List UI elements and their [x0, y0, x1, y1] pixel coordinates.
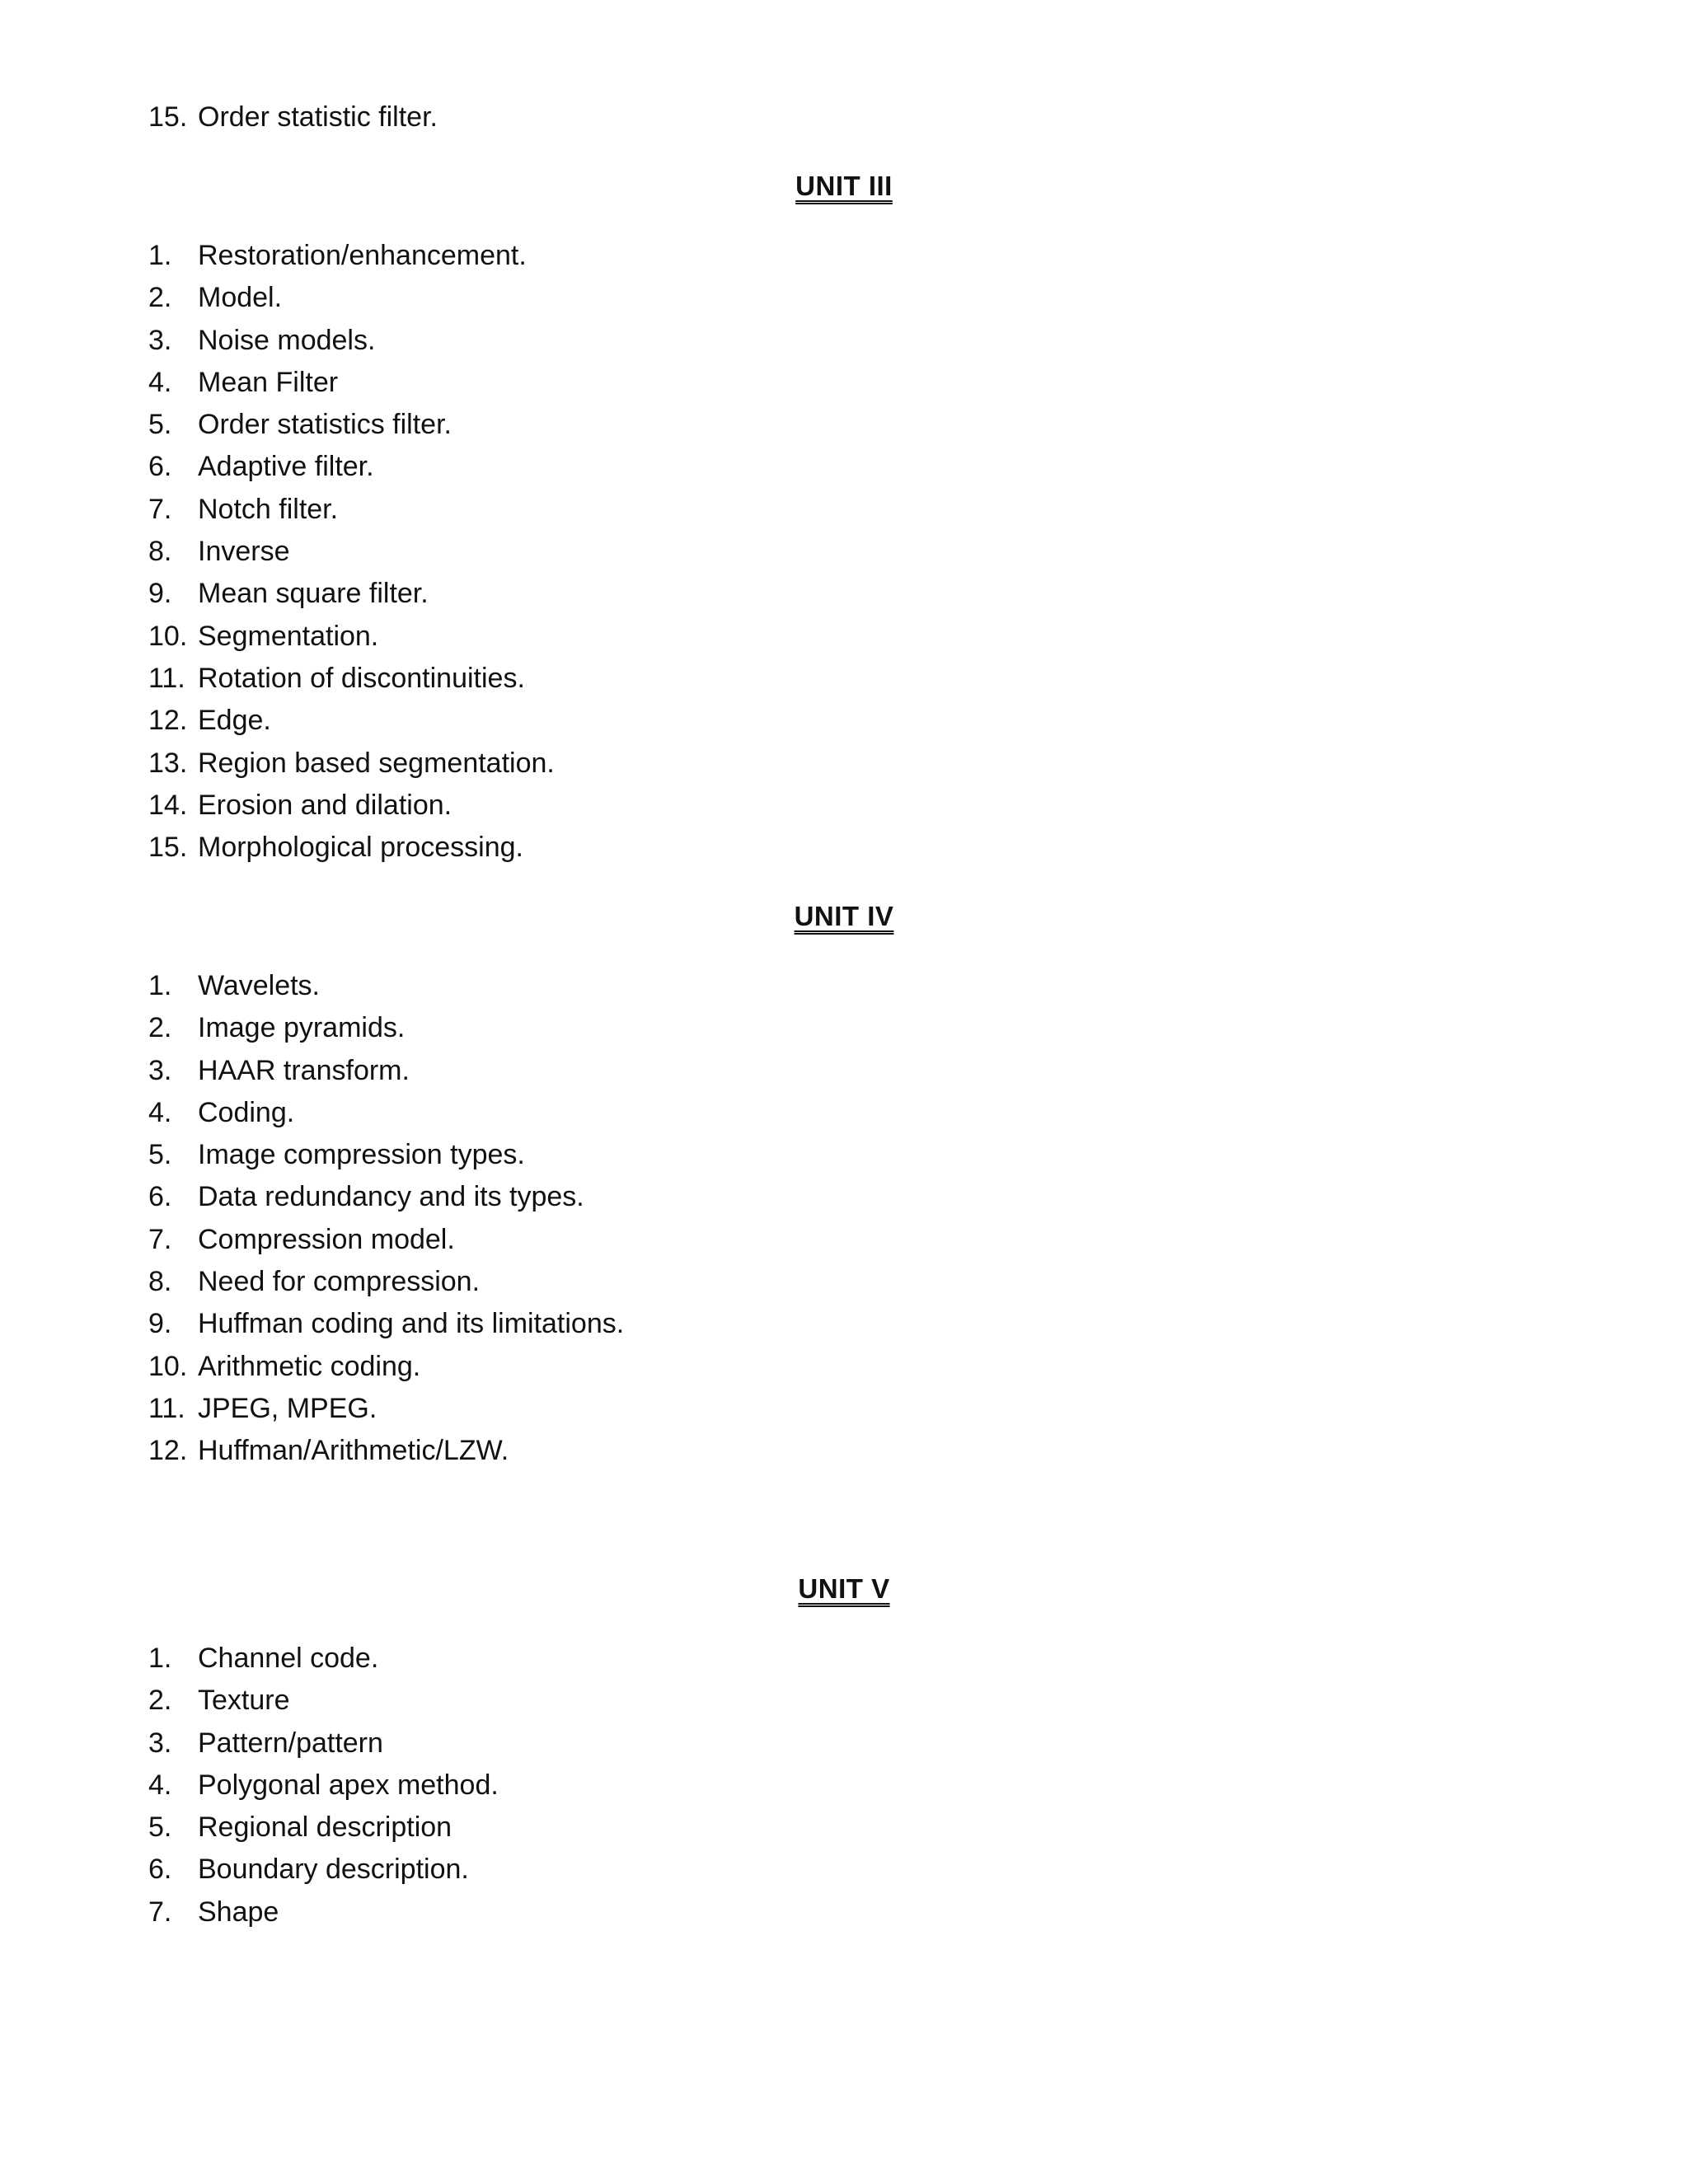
unit-v-list	[148, 1638, 1566, 1933]
item-text: Segmentation.	[198, 620, 379, 652]
list-item	[148, 573, 1566, 615]
item-text: Huffman/Arithmetic/LZW.	[198, 1435, 509, 1467]
heading-text: UNIT V	[798, 1573, 890, 1604]
item-number: 10.	[148, 620, 188, 652]
list-item	[148, 1388, 1566, 1430]
previous-unit-list	[148, 96, 1566, 138]
list-item	[148, 658, 1566, 700]
list-item	[148, 235, 1566, 277]
list-item	[148, 446, 1566, 488]
list-item	[148, 1807, 1566, 1849]
item-text: Arithmetic coding.	[198, 1350, 421, 1382]
item-text: Adaptive filter.	[198, 451, 374, 483]
item-number: 13.	[148, 747, 188, 779]
item-number: 1.	[148, 970, 172, 1001]
item-text: Huffman coding and its limitations.	[198, 1308, 625, 1340]
item-text: Mean square filter.	[198, 578, 429, 610]
list-item	[148, 1849, 1566, 1891]
list-item	[148, 1134, 1566, 1176]
item-number: 9.	[148, 578, 172, 610]
list-item	[148, 1722, 1566, 1765]
item-number: 5.	[148, 409, 172, 441]
list-item	[148, 1430, 1566, 1472]
item-text: HAAR transform.	[198, 1054, 410, 1086]
list-item	[148, 96, 1566, 138]
item-text: Coding.	[198, 1096, 295, 1128]
item-text: Data redundancy and its types.	[198, 1181, 584, 1213]
unit-iv-list	[148, 965, 1566, 1473]
item-number: 12.	[148, 1435, 188, 1467]
item-number: 7.	[148, 493, 172, 525]
list-item	[148, 1261, 1566, 1303]
item-number: 7.	[148, 1223, 172, 1255]
item-text: Order statistics filter.	[198, 409, 452, 441]
item-text: Wavelets.	[198, 970, 321, 1001]
item-text: Texture	[198, 1685, 290, 1717]
item-number: 12.	[148, 705, 188, 737]
item-number: 6.	[148, 451, 172, 483]
item-text: JPEG, MPEG.	[198, 1392, 377, 1424]
item-number: 5.	[148, 1811, 172, 1844]
item-number: 11.	[148, 1392, 185, 1424]
item-number: 7.	[148, 1896, 172, 1928]
list-item	[148, 320, 1566, 362]
item-number: 8.	[148, 1266, 172, 1298]
unit-iii-heading	[0, 170, 1688, 203]
item-number: 10.	[148, 1350, 188, 1382]
item-number: 9.	[148, 1308, 172, 1340]
item-number: 4.	[148, 1096, 172, 1128]
item-number: 2.	[148, 282, 172, 314]
item-text: Regional description	[198, 1811, 452, 1844]
unit-v-heading	[0, 1572, 1688, 1605]
item-number: 15.	[148, 101, 188, 133]
item-number: 11.	[148, 662, 185, 694]
item-text: Boundary description.	[198, 1854, 469, 1886]
list-item	[148, 743, 1566, 785]
item-text: Noise models.	[198, 324, 376, 356]
item-text: Region based segmentation.	[198, 747, 555, 779]
list-item	[148, 1891, 1566, 1933]
unit-iv-heading	[0, 900, 1688, 933]
item-number: 14.	[148, 789, 188, 821]
item-number: 2.	[148, 1685, 172, 1717]
item-text: Image pyramids.	[198, 1012, 406, 1044]
heading-text: UNIT IV	[794, 901, 894, 931]
item-number: 8.	[148, 536, 172, 568]
item-number: 3.	[148, 1727, 172, 1759]
heading-text: UNIT III	[795, 171, 893, 201]
list-item	[148, 1680, 1566, 1722]
list-item	[148, 965, 1566, 1007]
item-number: 6.	[148, 1854, 172, 1886]
item-number: 4.	[148, 1769, 172, 1801]
list-item	[148, 1007, 1566, 1049]
list-item	[148, 785, 1566, 827]
item-text: Shape	[198, 1896, 279, 1928]
item-text: Restoration/enhancement.	[198, 240, 527, 271]
list-item	[148, 404, 1566, 446]
list-item	[148, 1638, 1566, 1680]
list-item	[148, 1050, 1566, 1092]
item-text: Model.	[198, 282, 283, 314]
list-item	[148, 1219, 1566, 1261]
unit-iii-list	[148, 235, 1566, 869]
list-item	[148, 616, 1566, 658]
item-text: Need for compression.	[198, 1266, 481, 1298]
list-item	[148, 531, 1566, 573]
item-number: 1.	[148, 240, 172, 271]
item-text: Mean Filter	[198, 366, 339, 398]
item-text: Erosion and dilation.	[198, 789, 452, 821]
list-item	[148, 1346, 1566, 1388]
list-item	[148, 1092, 1566, 1134]
item-text: Compression model.	[198, 1223, 455, 1255]
item-number: 3.	[148, 1054, 172, 1086]
item-text: Edge.	[198, 705, 271, 737]
list-item	[148, 489, 1566, 531]
list-item	[148, 277, 1566, 319]
item-text: Rotation of discontinuities.	[198, 662, 525, 694]
list-item	[148, 1176, 1566, 1218]
item-text: Order statistic filter.	[198, 101, 438, 133]
item-number: 3.	[148, 324, 172, 356]
item-text: Notch filter.	[198, 493, 339, 525]
item-text: Image compression types.	[198, 1139, 525, 1171]
item-text: Morphological processing.	[198, 832, 523, 864]
item-number: 6.	[148, 1181, 172, 1213]
item-number: 5.	[148, 1139, 172, 1171]
item-text: Channel code.	[198, 1643, 379, 1674]
list-item	[148, 1765, 1566, 1807]
item-number: 1.	[148, 1643, 172, 1674]
item-text: Pattern/pattern	[198, 1727, 383, 1759]
list-item	[148, 700, 1566, 742]
item-text: Polygonal apex method.	[198, 1769, 499, 1801]
list-item	[148, 1303, 1566, 1345]
list-item	[148, 362, 1566, 404]
list-item	[148, 827, 1566, 869]
item-number: 4.	[148, 366, 172, 398]
item-number: 15.	[148, 832, 188, 864]
item-text: Inverse	[198, 536, 290, 568]
item-number: 2.	[148, 1012, 172, 1044]
